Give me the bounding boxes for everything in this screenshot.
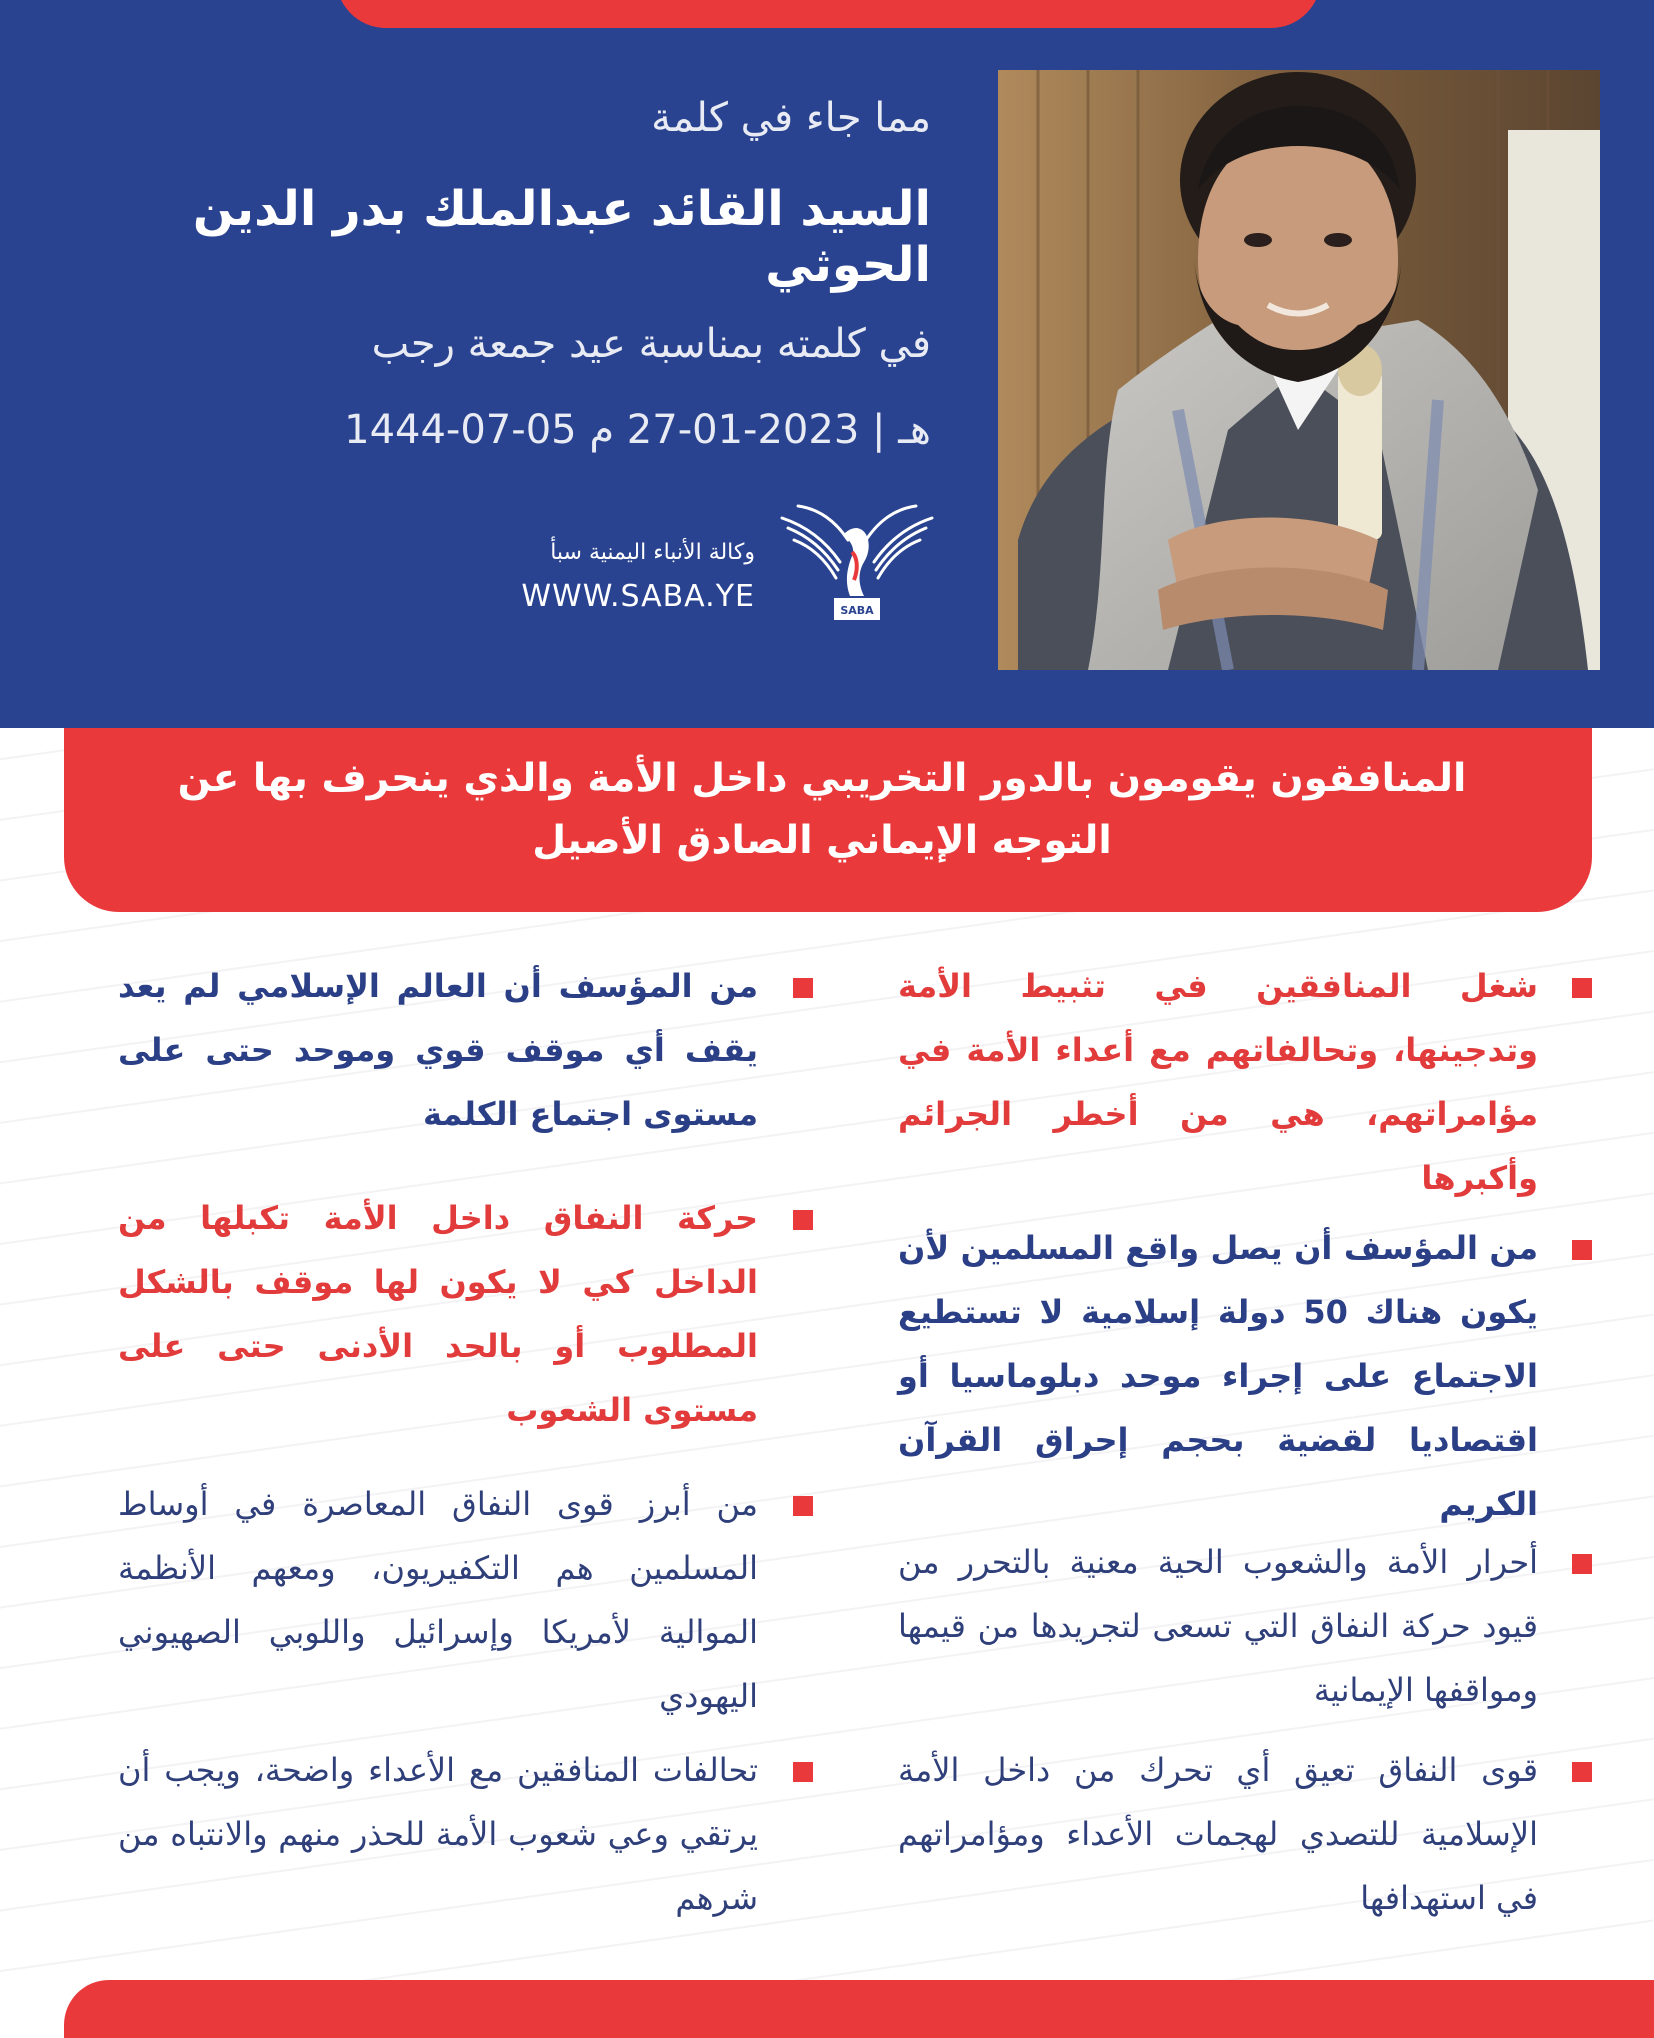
agency-url: WWW.SABA.YE — [521, 579, 755, 614]
saba-emblem-icon — [778, 500, 936, 630]
quote-item-left-4: تحالفات المنافقين مع الأعداء واضحة، ويجب أن يرتقي وعي شعوب الأمة للحذر منهم والانتباه من شرهم — [118, 1751, 758, 1917]
bullet-marker — [793, 1762, 813, 1782]
quote-item-right-3: أحرار الأمة والشعوب الحية معنية بالتحرر من قيود حركة النفاق التي تسعى لتجريدها من قيمها ومواقفها الإيمانية — [898, 1543, 1538, 1709]
headline-text: المنافقون يقومون بالدور التخريبي داخل الأمة والذي ينحرف بها عن التوجه الإيماني الصادق الأصيل — [177, 756, 1467, 863]
quote-item-right-1: شغل المنافقين في تثبيط الأمة وتدجينها، وتحالفاتهم مع أعداء الأمة في مؤامراتهم، هي من أخطر الجرائم وأكبرها — [898, 967, 1538, 1197]
quote-item-right-2: من المؤسف أن يصل واقع المسلمين لأن يكون هناك 50 دولة إسلامية لا تستطيع الاجتماع على إجراء موحد دبلوماسيا أو اقتصاديا لقضية بحجم إحراق القرآن الكريم — [898, 1229, 1539, 1523]
quote-item-left-3: من أبرز قوى النفاق المعاصرة في أوساط المسلمين هم التكفيريون، ومعهم الأنظمة الموالية لأمريكا وإسرائيل واللوبي الصهيوني اليهودي — [118, 1485, 758, 1715]
agency-text — [510, 540, 755, 614]
bullet-marker — [793, 1496, 813, 1516]
bullet-marker — [1572, 1554, 1592, 1574]
quote-item-right-4: قوى النفاق تعيق أي تحرك من داخل الأمة الإسلامية للتصدي لهجمات الأعداء ومؤامراتهم في استهدافها — [898, 1751, 1538, 1917]
headline-banner — [64, 728, 1592, 912]
quote-item-left-1: من المؤسف أن العالم الإسلامي لم يعد يقف أي موقف قوي وموحد حتى على مستوى اجتماع الكلمة — [118, 967, 758, 1133]
speaker-portrait — [998, 70, 1600, 670]
speech-intro — [171, 95, 931, 453]
agency-logo-area — [510, 500, 935, 630]
speaker-name: السيد القائد عبدالملك بدر الدين الحوثي — [192, 181, 931, 293]
bullet-marker — [793, 978, 813, 998]
bullet-marker — [1572, 1762, 1592, 1782]
date-line: 1444-07-05 هـ | 2023-01-27 م — [344, 407, 931, 453]
quote-item-left-2: حركة النفاق داخل الأمة تكبلها من الداخل كي لا يكون لها موقف بالشكل المطلوب أو بالحد الأدنى حتى على مستوى الشعوب — [118, 1199, 758, 1429]
occasion-line: في كلمته بمناسبة عيد جمعة رجب — [371, 321, 931, 367]
intro-line: مما جاء في كلمة — [651, 95, 931, 141]
top-red-tab — [336, 0, 1321, 28]
header-panel — [0, 0, 1654, 728]
bullet-marker — [1572, 1240, 1592, 1260]
agency-name: وكالة الأنباء اليمنية سبأ — [550, 540, 755, 565]
emblem-label: SABA — [840, 604, 874, 617]
bullet-marker — [793, 1210, 813, 1230]
bullet-marker — [1572, 978, 1592, 998]
bottom-red-bar — [64, 1980, 1654, 2038]
